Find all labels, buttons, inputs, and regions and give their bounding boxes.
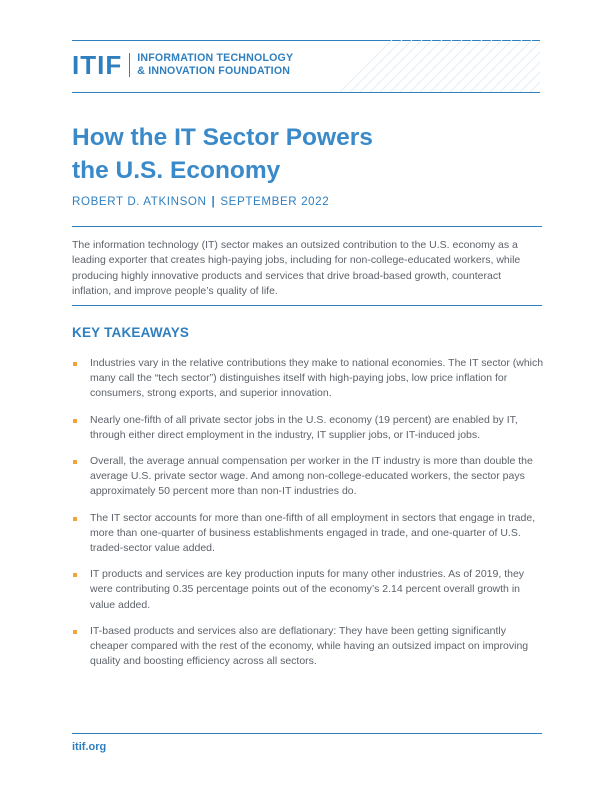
intro-top-rule — [72, 226, 542, 227]
takeaway-item — [72, 356, 544, 402]
itif-logo[interactable] — [72, 52, 293, 78]
byline — [72, 195, 329, 208]
takeaway-item — [72, 567, 544, 613]
footer-website-link[interactable]: itif.org — [72, 741, 107, 753]
logo-line-2: & INNOVATION FOUNDATION — [137, 65, 291, 77]
page-title — [72, 121, 472, 187]
bullet-icon — [73, 573, 77, 577]
author: ROBERT D. ATKINSON — [72, 195, 207, 208]
header-bottom-rule — [72, 92, 540, 93]
takeaway-item — [72, 454, 544, 500]
page-title-line-2: the U.S. Economy — [72, 157, 281, 184]
bullet-icon — [73, 419, 77, 423]
bullet-icon — [73, 630, 77, 634]
bullet-icon — [73, 362, 77, 366]
key-takeaways-list — [72, 356, 544, 669]
key-takeaways-heading: KEY TAKEAWAYS — [72, 325, 190, 340]
takeaway-text: IT-based products and services also are deflationary: They have been getting significantly cheaper compared with the rest of the economy, while having an outsized impact on improving quality and boosting efficiency across all sectors. — [90, 624, 529, 668]
page-title-line-1: How the IT Sector Powers — [72, 124, 373, 151]
takeaway-item — [72, 413, 544, 443]
takeaway-text: Nearly one-fifth of all private sector jobs in the U.S. economy (19 percent) are enabled by IT, through either direct employment in the industry, IT supplier jobs, or IT-induced jobs. — [90, 413, 518, 441]
header-decoration — [340, 40, 540, 92]
takeaway-item — [72, 511, 544, 557]
logo-wordmark — [137, 52, 293, 78]
byline-separator: | — [211, 195, 216, 208]
takeaway-text: Overall, the average annual compensation per worker in the IT industry is more than double the average U.S. private sector wage. And among non-college-educated workers, the sector pays approximately 50 percent more than non-IT industries do. — [90, 455, 533, 498]
takeaway-text: The IT sector accounts for more than one-fifth of all employment in sectors that engage in trade, more than one-quarter of business establishments engaged in trade, and one-quarter of U.S. traded-sector value added. — [90, 511, 536, 555]
logo-line-1: INFORMATION TECHNOLOGY — [137, 52, 294, 64]
bullet-icon — [73, 460, 77, 464]
takeaway-text: IT products and services are key production inputs for many other industries. As of 2019, they were contributing 0.35 percentage points out of the economy’s 2.14 percent overall growth in value added. — [90, 568, 525, 611]
intro-bottom-rule — [72, 305, 542, 306]
footer-rule — [72, 733, 542, 734]
takeaway-item — [72, 624, 544, 670]
takeaway-text: Industries vary in the relative contributions they make to national economies. The IT sector (which many call the “tech sector”) distinguishes itself with high-paying jobs, low price inflation for consumers, strong exports, and superior innovation. — [90, 357, 544, 400]
logo-mark: ITIF — [72, 50, 123, 80]
logo-divider — [129, 53, 130, 77]
bullet-icon — [73, 517, 77, 521]
intro-summary: The information technology (IT) sector makes an outsized contribution to the U.S. economy as a leading exporter that creates high-paying jobs, including for non-college-educated workers, while producing highly innovative products and services that drive broad-based growth, counteract inflation, and improve people’s quality of life. — [72, 239, 521, 297]
publication-date: SEPTEMBER 2022 — [220, 195, 330, 208]
